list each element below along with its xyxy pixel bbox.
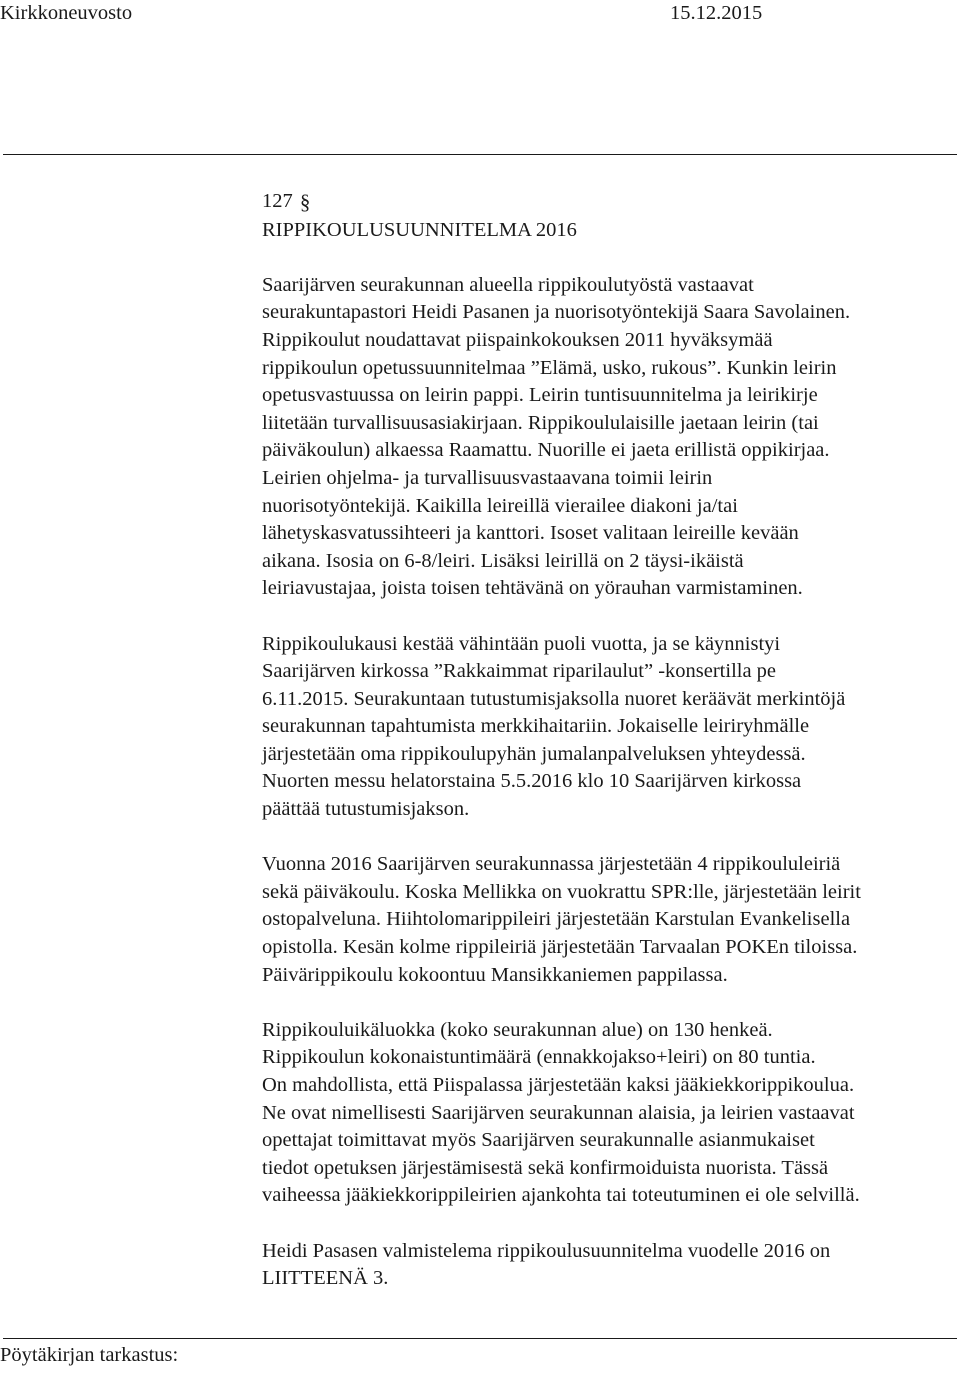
text-line: vaiheessa jääkiekkorippileirien ajankohta tai toteutuminen ei ole selvillä. [262,1184,860,1207]
text-line: Rippikouluikäluokka (koko seurakunnan alue) on 130 henkeä. [262,1018,773,1041]
text-line: ostopalveluna. Hiihtolomarippileiri järjestetään Karstulan Evankelisella [262,908,851,931]
case-number-line [262,188,960,217]
text-line: Vuonna 2016 Saarijärven seurakunnassa järjestetään 4 rippikoululeiriä [262,853,841,876]
text-line: seurakunnan tapahtumista merkkihaitariin. Jokaiselle leiriryhmälle [262,715,810,738]
case-number: 127 [262,190,293,212]
text-line: Ne ovat nimellisesti Saarijärven seurakunnan alaisia, ja leirien vastaavat [262,1101,855,1124]
spacer [262,603,960,631]
spacer [262,1210,960,1238]
text-line: Rippikoulukausi kestää vähintään puoli vuotta, ja se käynnistyi [262,632,781,655]
document-body [262,188,960,1293]
text-line: sekä päiväkoulu. Koska Mellikka on vuokrattu SPR:lle, järjestetään leirit [262,880,861,903]
text-line: opetusvastuussa on leirin pappi. Leirin tuntisuunnitelma ja leirikirje [262,384,818,407]
text-line: LIITTEENÄ 3. [262,1267,389,1290]
text-line: rippikoulun opetussuunnitelmaa ”Elämä, usko, rukous”. Kunkin leirin [262,356,837,379]
text-line: tiedot opetuksen järjestämisestä sekä konfirmoiduista nuorista. Tässä [262,1156,829,1179]
text-line: seurakuntapastori Heidi Pasanen ja nuorisotyöntekijä Saara Savolainen. [262,301,851,324]
text-line: Nuorten messu helatorstaina 5.5.2016 klo 10 Saarijärven kirkossa [262,770,802,793]
text-line: 6.11.2015. Seurakuntaan tutustumisjaksolla nuoret keräävät merkintöjä [262,687,846,710]
footer-divider [3,1338,957,1339]
spacer [262,989,960,1017]
spacer [262,244,960,272]
text-line: Saarijärven seurakunnan alueella rippikoulutyöstä vastaavat [262,273,754,296]
text-line: nuorisotyöntekijä. Kaikilla leireillä vierailee diakoni ja/tai [262,494,738,517]
text-line: aikana. Isosia on 6-8/leiri. Lisäksi leirillä on 2 täysi-ikäistä [262,549,744,572]
text-line: järjestetään oma rippikoulupyhän jumalanpalveluksen yhteydessä. [262,742,806,765]
text-line: Saarijärven kirkossa ”Rakkaimmat riparilaulut” -konsertilla pe [262,660,777,683]
case-title: RIPPIKOULUSUUNNITELMA 2016 [262,218,577,241]
footer-review-label: Pöytäkirjan tarkastus: [0,1344,179,1366]
text-line: Leirien ohjelma- ja turvallisuusvastaavana toimii leirin [262,466,713,489]
paragraph-age-group [262,1017,960,1210]
text-line: opistolla. Kesän kolme rippileiriä järjestetään Tarvaalan POKEn tiloissa. [262,936,858,959]
text-line: liitetään turvallisuusasiakirjaan. Rippikoululaisille jaetaan leirin (tai [262,411,819,434]
paragraph-camps-2016 [262,851,960,989]
text-line: Päivärippikoulu kokoontuu Mansikkaniemen pappilassa. [262,963,728,986]
header-organization: Kirkkoneuvosto [0,2,133,24]
paragraph-attachment [262,1238,960,1293]
text-line: Rippikoulut noudattavat piispainkokouksen 2011 hyväksymää [262,328,773,351]
paragraph-course-period [262,631,960,824]
text-line: lähetyskasvatussihteeri ja kanttori. Isoset valitaan leireille kevään [262,522,799,545]
text-line: Heidi Pasasen valmistelema rippikoulusuunnitelma vuodelle 2016 on [262,1239,831,1262]
header-date: 15.12.2015 [670,2,763,24]
paragraph-responsibilities [262,272,960,603]
text-line: On mahdollista, että Piispalassa järjestetään kaksi jääkiekkorippikoulua. [262,1074,855,1096]
text-line: leiriavustajaa, joista toisen tehtävänä on yörauhan varmistaminen. [262,577,803,600]
text-line: Rippikoulun kokonaistuntimäärä (ennakkojakso+leiri) on 80 tuntia. [262,1046,816,1069]
text-line: päättää tutustumisjakson. [262,798,470,821]
header-divider [3,154,957,155]
text-line: opettajat toimittavat myös Saarijärven seurakunnalle asianmukaiset [262,1129,815,1152]
spacer [262,824,960,852]
section-sign: § [299,190,311,214]
text-line: päiväkoulun) alkaessa Raamattu. Nuorille ei jaeta erillistä oppikirjaa. [262,439,830,462]
